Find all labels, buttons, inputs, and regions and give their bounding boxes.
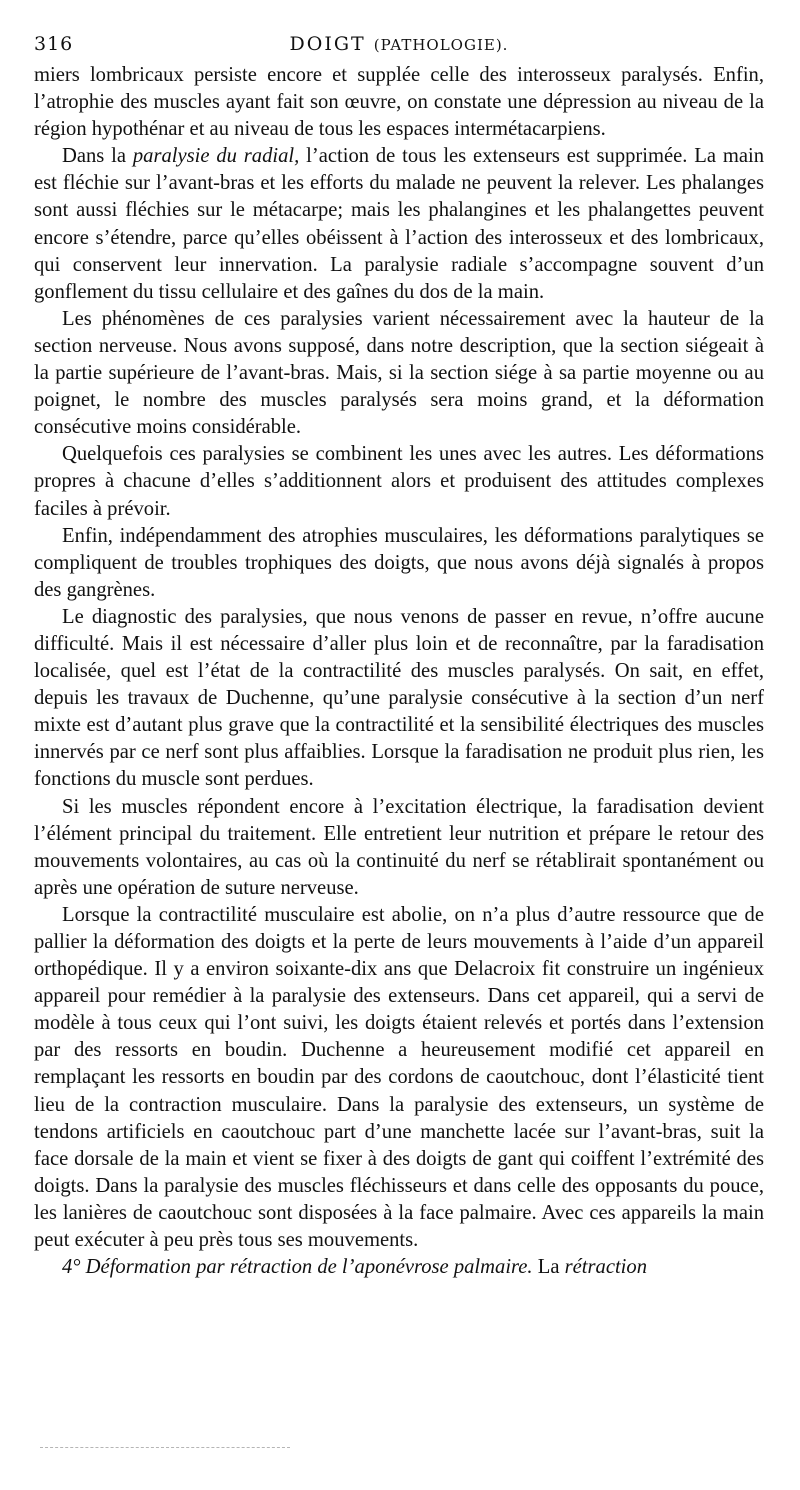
running-head-title: DOIGT: [289, 33, 366, 55]
paragraph: [34, 62, 764, 143]
running-head: [34, 30, 764, 59]
paragraph: [34, 794, 764, 902]
text-run: Si les muscles répondent encore à l’excitation électrique, la faradisation devient l’élément principal du traitement. Elle entretient leur nutrition et prépare le retour des mouvements volontaires, au cas où la continuité du nerf se rétablirait spontanément ou après une opération de suture nerveuse.: [34, 795, 764, 899]
paragraph: [34, 1254, 764, 1281]
paragraph: [34, 143, 764, 306]
running-head-subtitle: (PATHOLOGIE).: [373, 36, 509, 54]
text-body: [34, 62, 764, 1281]
text-run: La: [532, 1256, 565, 1279]
italic-text-run: paralysie du radial,: [132, 145, 300, 168]
text-run: miers lombricaux persiste encore et supplée celle des interosseux paralysés. Enfin, l’atrophie des muscles ayant fait son œuvre, on constate une dépression au niveau de la région hypothénar et au niveau de tous les espaces intermétacarpiens.: [34, 64, 764, 141]
paragraph: [34, 306, 764, 441]
page-number: 316: [34, 33, 74, 55]
text-run: l’action de tous les extenseurs est supprimée. La main est fléchie sur l’avant-bras et les efforts du malade ne peuvent la relever. Les phalanges sont aussi fléchies sur le métacarpe; mais les phalangines et les phalangettes peuvent encore s’étendre, parce qu’elles obéissent à l’action des interosseux et des lombricaux, qui conservent leur innervation. La paralysie radiale s’accompagne souvent d’un gonflement du tissu cellulaire et des gaînes du dos de la main.: [34, 145, 765, 303]
paragraph: [34, 523, 764, 604]
italic-text-run: 4° Déformation par rétraction de l’aponévrose palmaire.: [62, 1256, 533, 1279]
italic-text-run: rétraction: [564, 1256, 647, 1279]
text-run: Quelquefois ces paralysies se combinent les unes avec les autres. Les déformations propres à chacune d’elles s’additionnent alors et produisent des attitudes complexes faciles à prévoir.: [34, 443, 764, 520]
text-run: Le diagnostic des paralysies, que nous venons de passer en revue, n’offre aucune difficulté. Mais il est nécessaire d’aller plus loin et de reconnaître, par la faradisation localisée, quel est l’état de la contractilité des muscles paralysés. On sait, en effet, depuis les travaux de Duchenne, qu’une paralysie consécutive à la section d’un nerf mixte est d’autant plus grave que la contractilité et la sensibilité électriques des muscles innervés par ce nerf sont plus affaiblies. Lorsque la faradisation ne produit plus rien, les fonctions du muscle sont perdues.: [34, 605, 764, 791]
paragraph: [34, 604, 764, 794]
footer-rule: [40, 1447, 290, 1448]
paragraph: [34, 902, 764, 1254]
paragraph: [34, 441, 764, 522]
text-run: Lorsque la contractilité musculaire est abolie, on n’a plus d’autre ressource que de pallier la déformation des doigts et la perte de leurs mouvements à l’aide d’un appareil orthopédique. Il y a environ soixante-dix ans que Delacroix fit construire un ingénieux appareil pour remédier à la paralysie des extenseurs. Dans cet appareil, qui a servi de modèle à tous ceux qui l’ont suivi, les doigts étaient relevés et portés dans l’extension par des ressorts en boudin. Duchenne a heureusement modifié cet appareil en remplaçant les ressorts en boudin par des cordons de caoutchouc, dont l’élasticité tient lieu de la contraction musculaire. Dans la paralysie des extenseurs, un système de tendons artificiels en caoutchouc part d’une manchette lacée sur l’avant-bras, suit la face dorsale de la main et vient se fixer à des doigts de gant qui coiffent l’extrémité des doigts. Dans la paralysie des muscles fléchisseurs et dans celle des opposants du pouce, les lanières de caoutchouc sont disposées à la face palmaire. Avec ces appareils la main peut exécuter à peu près tous ses mouvements.: [34, 903, 764, 1252]
page-header: [34, 30, 764, 58]
text-run: Enfin, indépendamment des atrophies musculaires, les déformations paralytiques se compliquent de troubles trophiques des doigts, que nous avons déjà signalés à propos des gangrènes.: [34, 524, 764, 601]
text-run: Dans la: [62, 145, 133, 168]
text-run: Les phénomènes de ces paralysies varient nécessairement avec la hauteur de la section nerveuse. Nous avons supposé, dans notre description, que la section siégeait à la partie supérieure de l’avant-bras. Mais, si la section siége à sa partie moyenne ou au poignet, le nombre des muscles paralysés sera moins grand, et la déformation consécutive moins considérable.: [34, 307, 764, 439]
